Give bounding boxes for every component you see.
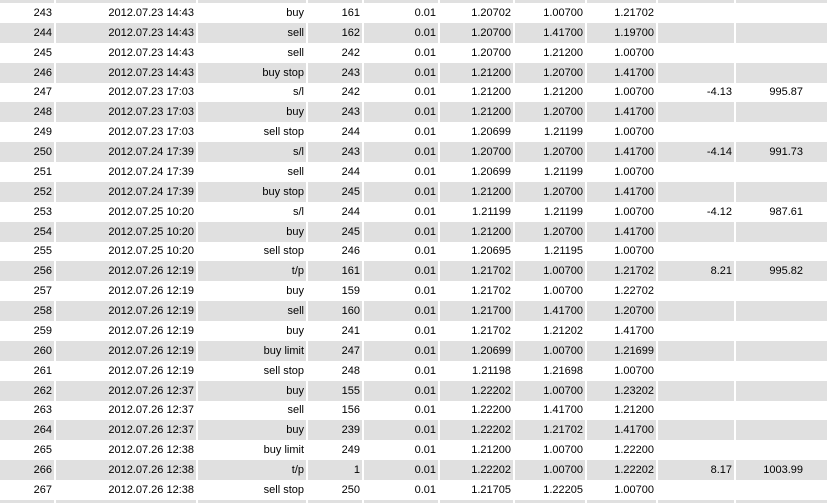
cell-tp: 1.00700 <box>587 83 658 103</box>
cell-sl: 1.00700 <box>515 261 587 281</box>
cell-order-number: 263 <box>0 401 56 421</box>
cell-time: 2012.07.25 10:20 <box>56 202 198 222</box>
cell-order: 242 <box>308 83 364 103</box>
cell-order: 156 <box>308 401 364 421</box>
cell-order-number: 260 <box>0 341 56 361</box>
cell-price: 1.21200 <box>440 83 515 103</box>
cell-sl: 1.20700 <box>515 142 587 162</box>
cell-time: 2012.07.26 12:37 <box>56 381 198 401</box>
cell-time: 2012.07.26 12:19 <box>56 341 198 361</box>
cell-size: 0.01 <box>364 361 440 381</box>
cell-profit <box>658 43 736 63</box>
cell-time: 2012.07.26 12:37 <box>56 401 198 421</box>
cell-order: 244 <box>308 162 364 182</box>
cell-time: 2012.07.23 14:43 <box>56 3 198 23</box>
cell-tp: 1.19700 <box>587 23 658 43</box>
table-row[interactable] <box>0 43 827 63</box>
cell-balance <box>736 162 827 182</box>
cell-profit <box>658 122 736 142</box>
cell-size: 0.01 <box>364 182 440 202</box>
cell-type: s/l <box>198 202 308 222</box>
cell-order-number: 244 <box>0 23 56 43</box>
cell-price: 1.21702 <box>440 321 515 341</box>
cell-sl: 1.21698 <box>515 361 587 381</box>
cell-sl: 1.00700 <box>515 460 587 480</box>
table-row[interactable] <box>0 281 827 301</box>
cell-time: 2012.07.24 17:39 <box>56 162 198 182</box>
cell-profit <box>658 162 736 182</box>
cell-balance <box>736 321 827 341</box>
cell-size: 0.01 <box>364 321 440 341</box>
cell-time: 2012.07.23 14:43 <box>56 63 198 83</box>
table-row[interactable] <box>0 23 827 43</box>
cell-order: 248 <box>308 361 364 381</box>
table-row[interactable] <box>0 102 827 122</box>
cell-profit <box>658 480 736 500</box>
cell-time: 2012.07.26 12:38 <box>56 440 198 460</box>
cell-profit <box>658 222 736 242</box>
cell-price: 1.20695 <box>440 242 515 262</box>
cell-type: s/l <box>198 142 308 162</box>
cell-sl: 1.41700 <box>515 23 587 43</box>
cell-balance: 991.73 <box>736 142 827 162</box>
cell-type: buy <box>198 321 308 341</box>
cell-balance: 995.87 <box>769 86 803 99</box>
cell-sl: 1.00700 <box>515 381 587 401</box>
cell-price: 1.21200 <box>440 222 515 242</box>
cell-type: buy limit <box>198 440 308 460</box>
cell-order: 244 <box>308 202 364 222</box>
cell-time: 2012.07.26 12:19 <box>56 261 198 281</box>
cell-tp: 1.22202 <box>587 460 658 480</box>
cell-order-number: 246 <box>0 63 56 83</box>
cell-order-number: 249 <box>0 122 56 142</box>
cell-order: 247 <box>308 341 364 361</box>
cell-balance: 987.61 <box>769 205 803 218</box>
cell-time: 2012.07.26 12:19 <box>56 361 198 381</box>
cell-price: 1.20699 <box>440 122 515 142</box>
cell-tp: 1.00700 <box>587 242 658 262</box>
cell-sl: 1.22205 <box>515 480 587 500</box>
cell-order-number: 259 <box>0 321 56 341</box>
cell-time: 2012.07.26 12:19 <box>56 281 198 301</box>
cell-size: 0.01 <box>364 122 440 142</box>
cell-type: sell <box>198 23 308 43</box>
cell-price: 1.20699 <box>440 341 515 361</box>
cell-balance <box>736 222 827 242</box>
cell-size: 0.01 <box>364 162 440 182</box>
cell-order: 241 <box>308 321 364 341</box>
cell-sl: 1.21195 <box>515 242 587 262</box>
cell-sl: 1.20700 <box>515 182 587 202</box>
cell-sl: 1.00700 <box>515 440 587 460</box>
cell-sl: 1.21199 <box>515 162 587 182</box>
cell-profit: -4.13 <box>658 83 736 103</box>
cell-sl: 1.21200 <box>515 43 587 63</box>
cell-profit <box>658 182 736 202</box>
cell-time: 2012.07.26 12:38 <box>56 480 198 500</box>
cell-order: 245 <box>308 222 364 242</box>
cell-order: 243 <box>308 142 364 162</box>
cell-price: 1.21200 <box>440 182 515 202</box>
cell-order: 160 <box>308 301 364 321</box>
cell-profit <box>658 301 736 321</box>
cell-time: 2012.07.23 17:03 <box>56 83 198 103</box>
table-row[interactable] <box>0 381 827 401</box>
cell-tp: 1.41700 <box>587 102 658 122</box>
cell-order-number: 261 <box>0 361 56 381</box>
cell-type: sell <box>198 301 308 321</box>
cell-order-number: 256 <box>0 261 56 281</box>
cell-order-number: 266 <box>0 460 56 480</box>
cell-order-number: 252 <box>0 182 56 202</box>
table-row[interactable] <box>0 202 827 222</box>
cell-price: 1.20700 <box>440 43 515 63</box>
cell-sl: 1.41700 <box>515 401 587 421</box>
cell-size: 0.01 <box>364 301 440 321</box>
cell-balance <box>736 122 827 142</box>
cell-price: 1.22202 <box>440 460 515 480</box>
cell-type: t/p <box>198 261 308 281</box>
cell-time: 2012.07.26 12:19 <box>56 321 198 341</box>
cell-balance <box>736 3 827 23</box>
table-row[interactable] <box>0 420 827 440</box>
cell-sl: 1.21200 <box>515 83 587 103</box>
cell-order: 239 <box>308 420 364 440</box>
cell-order-number: 265 <box>0 440 56 460</box>
cell-size: 0.01 <box>364 261 440 281</box>
cell-order: 161 <box>308 3 364 23</box>
cell-tp: 1.23202 <box>587 381 658 401</box>
cell-balance <box>736 420 827 440</box>
cell-sl: 1.21199 <box>515 122 587 142</box>
cell-order: 245 <box>308 182 364 202</box>
cell-size: 0.01 <box>364 222 440 242</box>
cell-size: 0.01 <box>364 242 440 262</box>
cell-balance <box>736 102 827 122</box>
cell-tp: 1.00700 <box>587 122 658 142</box>
cell-order: 243 <box>308 63 364 83</box>
cell-type: buy <box>198 281 308 301</box>
cell-balance <box>736 440 827 460</box>
table-row[interactable] <box>0 460 827 480</box>
cell-order-number: 254 <box>0 222 56 242</box>
table-row[interactable] <box>0 3 827 23</box>
cell-type: sell <box>198 162 308 182</box>
cell-profit <box>658 321 736 341</box>
cell-size: 0.01 <box>364 43 440 63</box>
cell-type: buy stop <box>198 182 308 202</box>
cell-profit <box>658 3 736 23</box>
cell-tp: 1.41700 <box>587 63 658 83</box>
cell-profit <box>658 242 736 262</box>
cell-balance <box>736 381 827 401</box>
cell-price: 1.21705 <box>440 480 515 500</box>
cell-profit <box>658 102 736 122</box>
cell-tp: 1.00700 <box>587 162 658 182</box>
cell-price: 1.21700 <box>440 301 515 321</box>
cell-tp: 1.00700 <box>587 202 658 222</box>
cell-type: buy <box>198 381 308 401</box>
cell-time: 2012.07.24 17:39 <box>56 142 198 162</box>
cell-time: 2012.07.26 12:19 <box>56 301 198 321</box>
cell-tp: 1.00700 <box>587 43 658 63</box>
table-row[interactable] <box>0 361 827 381</box>
cell-time: 2012.07.23 17:03 <box>56 122 198 142</box>
cell-size: 0.01 <box>364 281 440 301</box>
cell-sl: 1.00700 <box>515 3 587 23</box>
cell-time: 2012.07.25 10:20 <box>56 242 198 262</box>
table-row[interactable] <box>0 301 827 321</box>
cell-sl: 1.21702 <box>515 420 587 440</box>
cell-balance <box>736 23 827 43</box>
cell-sl: 1.20700 <box>515 222 587 242</box>
cell-order: 243 <box>308 102 364 122</box>
cell-order-number: 243 <box>0 3 56 23</box>
cell-type: buy <box>198 420 308 440</box>
cell-balance <box>736 480 827 500</box>
cell-type: sell stop <box>198 242 308 262</box>
cell-order-number: 257 <box>0 281 56 301</box>
table-row[interactable] <box>0 440 827 460</box>
cell-size: 0.01 <box>364 3 440 23</box>
cell-order: 246 <box>308 242 364 262</box>
cell-profit <box>658 63 736 83</box>
cell-type: buy <box>198 3 308 23</box>
cell-order-number: 255 <box>0 242 56 262</box>
cell-tp: 1.22702 <box>587 281 658 301</box>
cell-tp: 1.00700 <box>587 480 658 500</box>
cell-size: 0.01 <box>364 420 440 440</box>
cell-type: s/l <box>198 83 308 103</box>
cell-price: 1.21200 <box>440 63 515 83</box>
cell-profit: -4.14 <box>658 142 736 162</box>
cell-price: 1.22202 <box>440 420 515 440</box>
cell-type: sell <box>198 43 308 63</box>
table-row[interactable] <box>0 401 827 421</box>
cell-sl: 1.21202 <box>515 321 587 341</box>
cell-balance <box>736 281 827 301</box>
cell-price: 1.21198 <box>440 361 515 381</box>
cell-type: buy stop <box>198 63 308 83</box>
table-row[interactable] <box>0 261 827 281</box>
cell-order: 1 <box>308 460 364 480</box>
cell-profit <box>658 440 736 460</box>
cell-size: 0.01 <box>364 401 440 421</box>
cell-sl: 1.00700 <box>515 281 587 301</box>
cell-profit <box>658 401 736 421</box>
table-row[interactable] <box>0 242 827 262</box>
cell-profit <box>658 381 736 401</box>
cell-profit: 8.21 <box>658 261 736 281</box>
cell-profit <box>658 420 736 440</box>
cell-tp: 1.41700 <box>587 142 658 162</box>
cell-balance <box>736 242 827 262</box>
cell-balance: 1003.99 <box>736 460 827 480</box>
cell-order-number: 267 <box>0 480 56 500</box>
cell-type: buy <box>198 102 308 122</box>
cell-balance <box>736 401 827 421</box>
cell-type: sell stop <box>198 361 308 381</box>
table-row[interactable] <box>0 63 827 83</box>
cell-profit <box>658 281 736 301</box>
cell-tp: 1.21702 <box>587 261 658 281</box>
cell-order: 161 <box>308 261 364 281</box>
table-row[interactable] <box>0 162 827 182</box>
cell-order-number: 258 <box>0 301 56 321</box>
cell-order: 249 <box>308 440 364 460</box>
cell-time: 2012.07.26 12:37 <box>56 420 198 440</box>
cell-profit: -4.12 <box>658 202 736 222</box>
cell-sl: 1.21199 <box>515 202 587 222</box>
cell-type: t/p <box>198 460 308 480</box>
table-row[interactable] <box>0 480 827 500</box>
cell-price: 1.22200 <box>440 401 515 421</box>
cell-size: 0.01 <box>364 23 440 43</box>
cell-price: 1.20700 <box>440 142 515 162</box>
cell-order: 250 <box>308 480 364 500</box>
cell-size: 0.01 <box>364 440 440 460</box>
cell-time: 2012.07.23 14:43 <box>56 43 198 63</box>
cell-price: 1.21199 <box>440 202 515 222</box>
table-row[interactable] <box>0 321 827 341</box>
table-row[interactable] <box>0 222 827 242</box>
cell-time: 2012.07.23 14:43 <box>56 23 198 43</box>
table-row[interactable] <box>0 83 827 103</box>
cell-type: buy limit <box>198 341 308 361</box>
cell-balance <box>736 301 827 321</box>
cell-order-number: 245 <box>0 43 56 63</box>
cell-tp: 1.41700 <box>587 222 658 242</box>
cell-tp: 1.00700 <box>587 361 658 381</box>
cell-tp: 1.21702 <box>587 3 658 23</box>
cell-tp: 1.41700 <box>587 420 658 440</box>
table-row[interactable] <box>0 142 827 162</box>
cell-price: 1.21200 <box>440 440 515 460</box>
cell-tp: 1.41700 <box>587 321 658 341</box>
cell-profit <box>658 361 736 381</box>
cell-sl: 1.20700 <box>515 102 587 122</box>
cell-time: 2012.07.23 17:03 <box>56 102 198 122</box>
cell-balance <box>736 361 827 381</box>
cell-balance <box>736 43 827 63</box>
cell-order-number: 248 <box>0 102 56 122</box>
cell-profit <box>658 341 736 361</box>
cell-order-number: 253 <box>0 202 56 222</box>
cell-tp: 1.41700 <box>587 182 658 202</box>
cell-price: 1.21702 <box>440 281 515 301</box>
cell-tp: 1.21699 <box>587 341 658 361</box>
cell-type: sell stop <box>198 480 308 500</box>
cell-time: 2012.07.24 17:39 <box>56 182 198 202</box>
cell-sl: 1.41700 <box>515 301 587 321</box>
table-row[interactable] <box>0 182 827 202</box>
cell-order-number: 251 <box>0 162 56 182</box>
cell-price: 1.22202 <box>440 381 515 401</box>
cell-price: 1.21702 <box>440 261 515 281</box>
cell-order-number: 250 <box>0 142 56 162</box>
cell-order: 244 <box>308 122 364 142</box>
cell-size: 0.01 <box>364 102 440 122</box>
table-row[interactable] <box>0 341 827 361</box>
cell-order: 162 <box>308 23 364 43</box>
cell-order: 242 <box>308 43 364 63</box>
cell-balance <box>736 182 827 202</box>
cell-size: 0.01 <box>364 460 440 480</box>
cell-price: 1.20699 <box>440 162 515 182</box>
cell-price: 1.20702 <box>440 3 515 23</box>
cell-profit <box>658 23 736 43</box>
cell-time: 2012.07.26 12:38 <box>56 460 198 480</box>
cell-order: 155 <box>308 381 364 401</box>
cell-size: 0.01 <box>364 480 440 500</box>
cell-sl: 1.00700 <box>515 341 587 361</box>
cell-price: 1.20700 <box>440 23 515 43</box>
cell-time: 2012.07.25 10:20 <box>56 222 198 242</box>
cell-sl: 1.20700 <box>515 63 587 83</box>
cell-size: 0.01 <box>364 202 440 222</box>
cell-tp: 1.21200 <box>587 401 658 421</box>
cell-size: 0.01 <box>364 381 440 401</box>
cell-size: 0.01 <box>364 341 440 361</box>
cell-profit: 8.17 <box>658 460 736 480</box>
cell-type: buy <box>198 222 308 242</box>
cell-order-number: 247 <box>0 83 56 103</box>
cell-order-number: 262 <box>0 381 56 401</box>
cell-balance <box>736 63 827 83</box>
cell-price: 1.21200 <box>440 102 515 122</box>
cell-size: 0.01 <box>364 142 440 162</box>
cell-balance: 995.82 <box>736 261 827 281</box>
cell-tp: 1.22200 <box>587 440 658 460</box>
cell-balance <box>736 341 827 361</box>
cell-order: 159 <box>308 281 364 301</box>
cell-order-number: 264 <box>0 420 56 440</box>
cell-size: 0.01 <box>364 83 440 103</box>
cell-size: 0.01 <box>364 63 440 83</box>
cell-type: sell <box>198 401 308 421</box>
cell-tp: 1.20700 <box>587 301 658 321</box>
table-row[interactable] <box>0 122 827 142</box>
cell-type: sell stop <box>198 122 308 142</box>
